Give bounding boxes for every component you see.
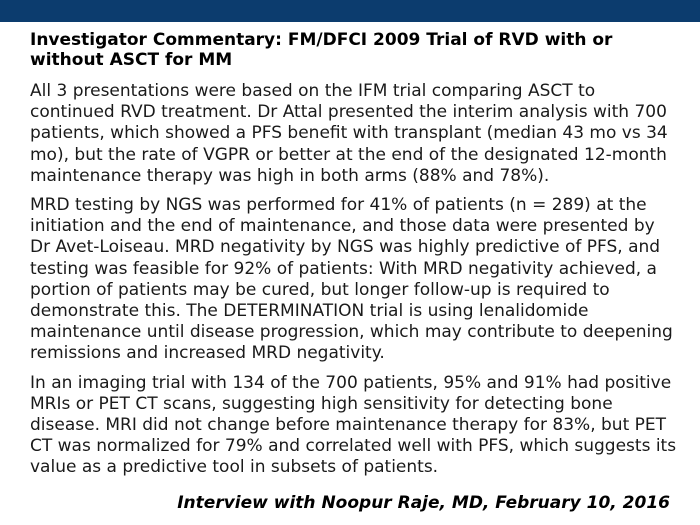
paragraph-3: In an imaging trial with 134 of the 700 patients, 95% and 91% had positive MRIs or PET CT scans, suggesting high sensitivity for detecting bone disease. MRI did not change before maintenance therapy for 83%, but PET CT was normalized for 79% and correlated well with PFS, which suggests its value as a predictive tool in subsets of patients. xyxy=(30,372,677,478)
attribution: Interview with Noopur Raje, MD, February 10, 2016 xyxy=(177,493,670,513)
slide-content xyxy=(30,30,680,479)
paragraph-1: All 3 presentations were based on the IFM trial comparing ASCT to continued RVD treatment. Dr Attal presented the interim analysis with 700 patients, which showed a PFS benefit with transplant (median 43 mo vs 34 mo), but the rate of VGPR or better at the end of the designated 12-month maintenance therapy was high in both arms (88% and 78%). xyxy=(30,81,668,186)
paragraph-2: MRD testing by NGS was performed for 41% of patients (n = 289) at the initiation and the end of maintenance, and those data were presented by Dr Avet-Loiseau. MRD negativity by NGS was highly predictive of PFS, and testing was feasible for 92% of patients: With MRD negativity achieved, a portion of patients may be cured, but longer follow-up is required to demonstrate this. The DETERMINATION trial is using lenalidomide maintenance until disease progression, which may contribute to deepening remissions and increased MRD negativity. xyxy=(30,195,673,364)
header-bar xyxy=(0,0,700,22)
slide-title: Investigator Commentary: FM/DFCI 2009 Trial of RVD with or without ASCT for MM xyxy=(30,30,613,70)
